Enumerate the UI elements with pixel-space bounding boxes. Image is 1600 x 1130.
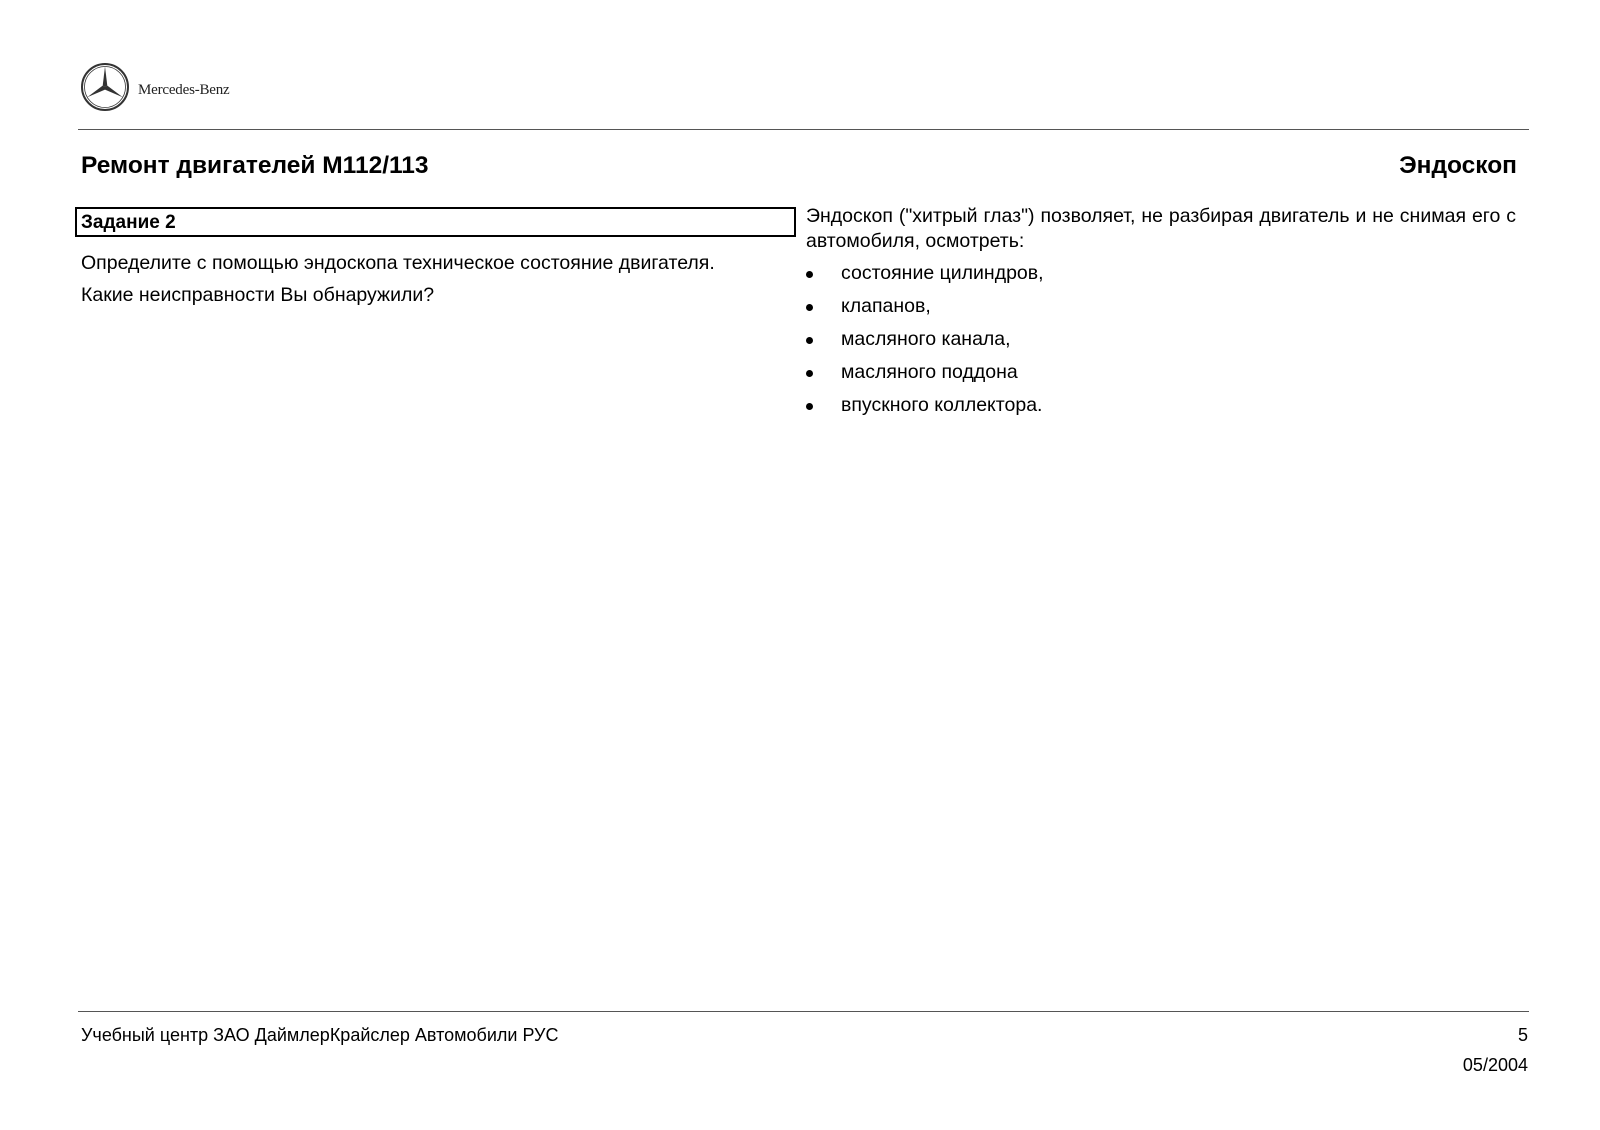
list-item-text: масляного поддона [841, 361, 1018, 383]
bullet-icon [806, 370, 813, 377]
footer-date: 05/2004 [1462, 1055, 1528, 1075]
list-item [806, 389, 1506, 422]
list-item [806, 257, 1506, 290]
mercedes-star-icon [80, 62, 132, 112]
page-number: 5 [1517, 1025, 1528, 1045]
list-item-text: состояние цилиндров, [841, 262, 1044, 284]
brand-name: Mercedes-Benz [138, 82, 230, 98]
list-item-text: впускного коллектора. [841, 394, 1043, 416]
list-item-text: масляного канала, [841, 328, 1011, 350]
bullet-icon [806, 337, 813, 344]
footer-organization: Учебный центр ЗАО ДаймлерКрайслер Автомобили РУС [81, 1025, 559, 1045]
description-intro: Эндоскоп ("хитрый глаз") позволяет, не разбирая двигатель и не снимая его с автомобиля, осмотреть: [806, 205, 1516, 252]
task-line: Определите с помощью эндоскопа техническое состояние двигателя. [81, 252, 715, 274]
bullet-icon [806, 271, 813, 278]
list-item-text: клапанов, [841, 295, 931, 317]
section-title: Эндоскоп [1399, 152, 1517, 179]
task-text [81, 247, 781, 311]
task-heading-box [75, 207, 796, 237]
list-item [806, 356, 1506, 389]
task-label: Задание 2 [81, 212, 176, 233]
bullet-icon [806, 403, 813, 410]
header-divider [78, 129, 1529, 130]
bullet-icon [806, 304, 813, 311]
task-line: Какие неисправности Вы обнаружили? [81, 284, 435, 306]
list-item [806, 323, 1506, 356]
inspection-list [806, 257, 1506, 422]
footer-divider [78, 1011, 1529, 1012]
page-title: Ремонт двигателей М112/113 [81, 152, 429, 179]
list-item [806, 290, 1506, 323]
